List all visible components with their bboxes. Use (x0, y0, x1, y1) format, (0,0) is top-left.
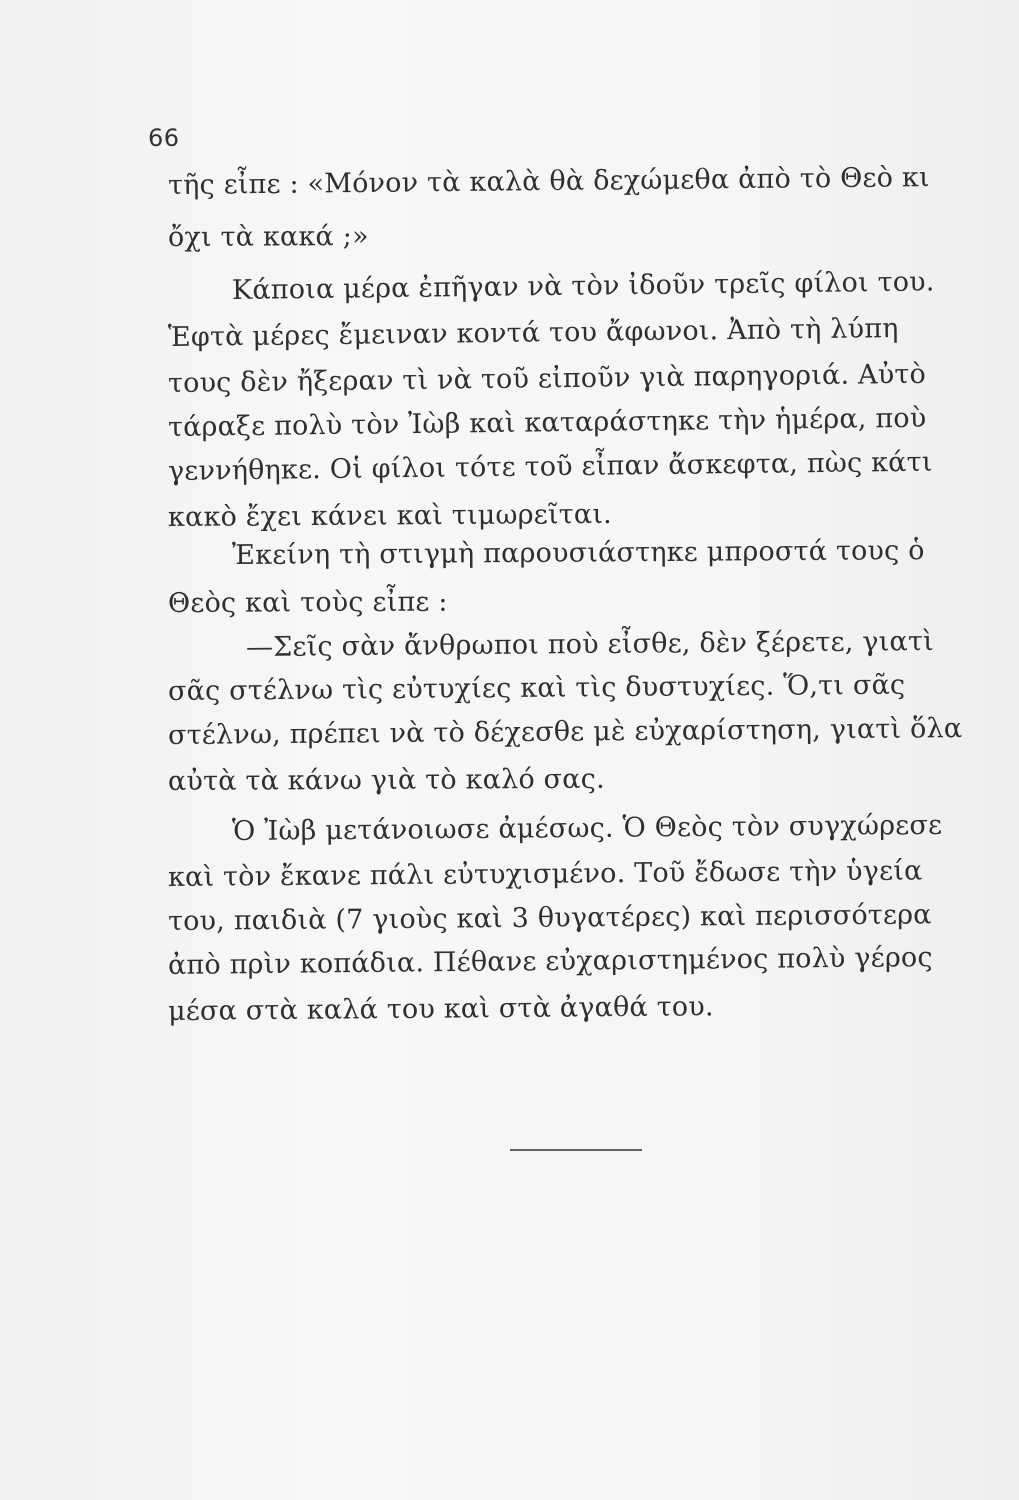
text-line-13: στέλνω, πρέπει νὰ τὸ δέχεσθε μὲ εὐχαρίστηση, γιατὶ ὅλα (167, 713, 963, 751)
text-line-10: Θεὸς καὶ τοὺς εἶπε : (167, 586, 448, 619)
text-line-9: Ἐκείνη τὴ στιγμὴ παρουσιάστηκε μπροστά τους ὁ (231, 535, 925, 571)
text-line-6: τάραξε πολὺ τὸν Ἰὼβ καὶ καταράστηκε τὴν ἡμέρα, ποὺ (167, 402, 927, 443)
text-line-8: κακὸ ἔχει κάνει καὶ τιμωρεῖται. (167, 498, 612, 533)
end-rule (510, 1149, 642, 1151)
page-number: 66 (148, 124, 180, 152)
text-line-11: —Σεῖς σὰν ἄνθρωποι ποὺ εἶσθε, δὲν ξέρετε, γιατὶ (245, 625, 934, 663)
text-line-3: Κάποια μέρα ἐπῆγαν νὰ τὸν ἰδοῦν τρεῖς φίλοι του. (231, 266, 935, 306)
text-line-15: Ὁ Ἰὼβ μετάνοιωσε ἀμέσως. Ὁ Θεὸς τὸν συγχώρεσε (231, 809, 943, 847)
text-line-2: ὄχι τὰ κακά ;» (167, 220, 369, 253)
text-line-17: του, παιδιὰ (7 γιοὺς καὶ 3 θυγατέρες) καὶ περισσότερα (167, 899, 932, 937)
text-line-16: καὶ τὸν ἔκανε πάλι εὐτυχισμένο. Τοῦ ἔδωσε τὴν ὑγεία (167, 855, 923, 893)
text-line-7: γεννήθηκε. Οἱ φίλοι τότε τοῦ εἶπαν ἄσκεφτα, πὼς κάτι (167, 446, 933, 487)
text-line-18: ἀπὸ πρὶν κοπάδια. Πέθανε εὐχαριστημένος πολὺ γέρος (167, 941, 933, 981)
text-line-12: σᾶς στέλνω τὶς εὐτυχίες καὶ τὶς δυστυχίες. Ὅ,τι σᾶς (167, 669, 906, 707)
text-line-14: αὐτὰ τὰ κάνω γιὰ τὸ καλό σας. (167, 763, 605, 797)
text-line-4: Ἑφτὰ μέρες ἔμειναν κοντά του ἄφωνοι. Ἀπὸ τὴ λύπη (167, 313, 899, 353)
text-line-1: τῆς εἶπε : «Μόνον τὰ καλὰ θὰ δεχώμεθα ἀπὸ τὸ Θεὸ κι (167, 162, 930, 201)
text-line-5: τους δὲν ἤξεραν τὶ νὰ τοῦ εἰποῦν γιὰ παρηγοριά. Αὐτὸ (167, 358, 927, 399)
text-line-19: μέσα στὰ καλά του καὶ στὰ ἀγαθά του. (167, 991, 714, 1027)
